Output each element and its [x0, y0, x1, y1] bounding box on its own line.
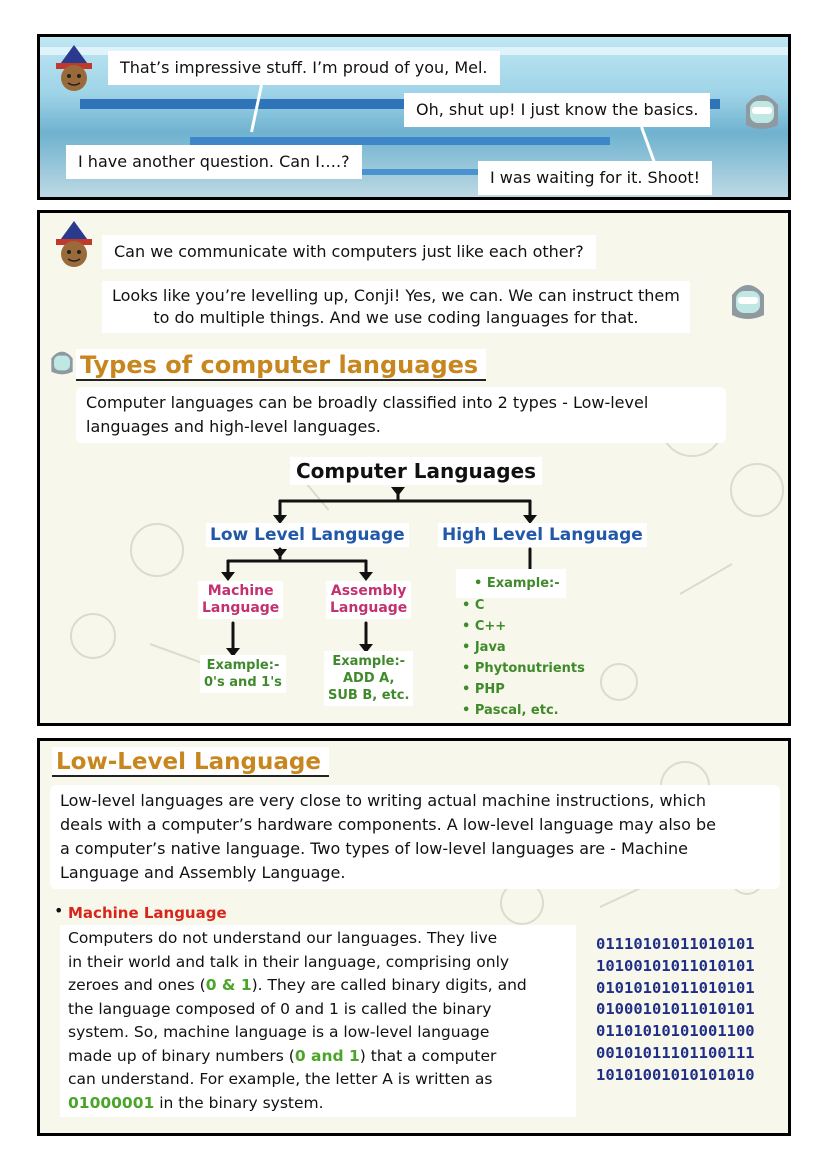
intro-paragraph [50, 785, 780, 889]
list-item: • Phytonutrients [462, 658, 585, 679]
diagram-node-high-level: High Level Language [438, 523, 647, 547]
speech-tail [640, 126, 656, 165]
machine-language-paragraph [60, 925, 576, 1117]
text-line: Computer languages can be broadly classified into 2 types - Low-level [86, 393, 649, 412]
speech-bubble: Can we communicate with computers just like each other? [102, 235, 596, 269]
text-line: the language composed of 0 and 1 is called the binary [68, 999, 492, 1018]
text-line: Low-level languages are very close to writing actual machine instructions, which [60, 791, 707, 810]
binary-line: 00101011101100111 [596, 1043, 755, 1062]
speech-bubble: That’s impressive stuff. I’m proud of you, Mel. [108, 51, 500, 85]
list-item: • C [462, 595, 585, 616]
highlight-span: 0 & 1 [205, 976, 252, 994]
list-item: • PHP [462, 679, 585, 700]
example-title: • Example:- [462, 573, 560, 594]
text-line: a computer’s native language. Two types of low-level languages are - Machine [60, 839, 688, 858]
text-line: Language and Assembly Language. [60, 863, 346, 882]
node-line: Example:- [332, 654, 406, 669]
diagram-node-root: Computer Languages [290, 457, 542, 485]
text-line [68, 1045, 568, 1069]
speech-bubble: I was waiting for it. Shoot! [478, 161, 712, 195]
list-item: • Java [462, 637, 585, 658]
list-item: • C++ [462, 616, 585, 637]
binary-line: 01101010101001100 [596, 1022, 755, 1041]
binary-line: 01010101011010101 [596, 978, 755, 997]
comic-panel-low-level-language [37, 738, 791, 1136]
node-line: ADD A, [342, 671, 395, 686]
list-item: • Pascal, etc. [462, 700, 585, 721]
text-line: in their world and talk in their language, comprising only [68, 952, 510, 971]
binary-line: 10101001010101010 [596, 1065, 755, 1084]
diagram-example-assembly [324, 651, 413, 706]
text-line: languages and high-level languages. [86, 417, 381, 436]
node-line: Example:- [206, 658, 280, 673]
speech-bubble: Oh, shut up! I just know the basics. [404, 93, 710, 127]
node-line: Language [202, 600, 280, 616]
binary-line: 01110101011010101 [596, 935, 755, 953]
node-line: 0's and 1's [204, 675, 282, 690]
binary-line: 10100101011010101 [596, 956, 755, 975]
bullet-heading-machine-language: Machine Language [68, 904, 227, 922]
binary-code-block [596, 934, 755, 1087]
text-line: can understand. For example, the letter A is written as [68, 1070, 493, 1088]
bullet-icon: • [54, 901, 64, 920]
highlight-span: 01000001 [68, 1093, 155, 1112]
text-line: deals with a computer’s hardware components. A low-level language may also be [60, 815, 716, 834]
node-line: Machine [207, 583, 274, 599]
highlight-span: 0 and 1 [294, 1046, 360, 1065]
diagram-example-machine [200, 655, 286, 693]
section-heading: Low-Level Language [52, 747, 329, 777]
text-line: system. So, machine language is a low-level language [68, 1023, 490, 1041]
text-line [68, 974, 568, 998]
binary-line: 01000101011010101 [596, 1000, 755, 1019]
text-span: ) that a computer [359, 1046, 497, 1065]
node-line: Assembly [330, 583, 407, 599]
text-span: made up of binary numbers ( [68, 1046, 295, 1065]
node-line: SUB B, etc. [328, 688, 410, 703]
speech-line: Looks like you’re levelling up, Conji! Yes, we can. We can instruct them [112, 286, 680, 305]
section-heading: Types of computer languages [76, 349, 486, 381]
text-span: zeroes and ones ( [68, 976, 206, 994]
speech-line: to do multiple things. And we use coding languages for that. [153, 308, 639, 327]
text-span: in the binary system. [154, 1093, 324, 1112]
text-line [68, 1092, 568, 1116]
ceiling-beam [190, 137, 610, 145]
diagram-node-assembly [326, 581, 411, 619]
comic-panel-conversation-1 [37, 34, 791, 200]
diagram-node-machine [198, 581, 283, 619]
diagram-node-low-level: Low Level Language [206, 523, 409, 547]
comic-panel-computer-languages [37, 210, 791, 726]
wizard-character-icon [52, 45, 96, 93]
node-line: Language [330, 600, 408, 616]
robot-character-icon [740, 85, 784, 133]
high-level-examples-list [456, 591, 591, 725]
speech-bubble: I have another question. Can I….? [66, 145, 362, 179]
text-line: Computers do not understand our languages. They live [68, 929, 498, 947]
text-span: ). They are called binary digits, and [251, 976, 527, 994]
